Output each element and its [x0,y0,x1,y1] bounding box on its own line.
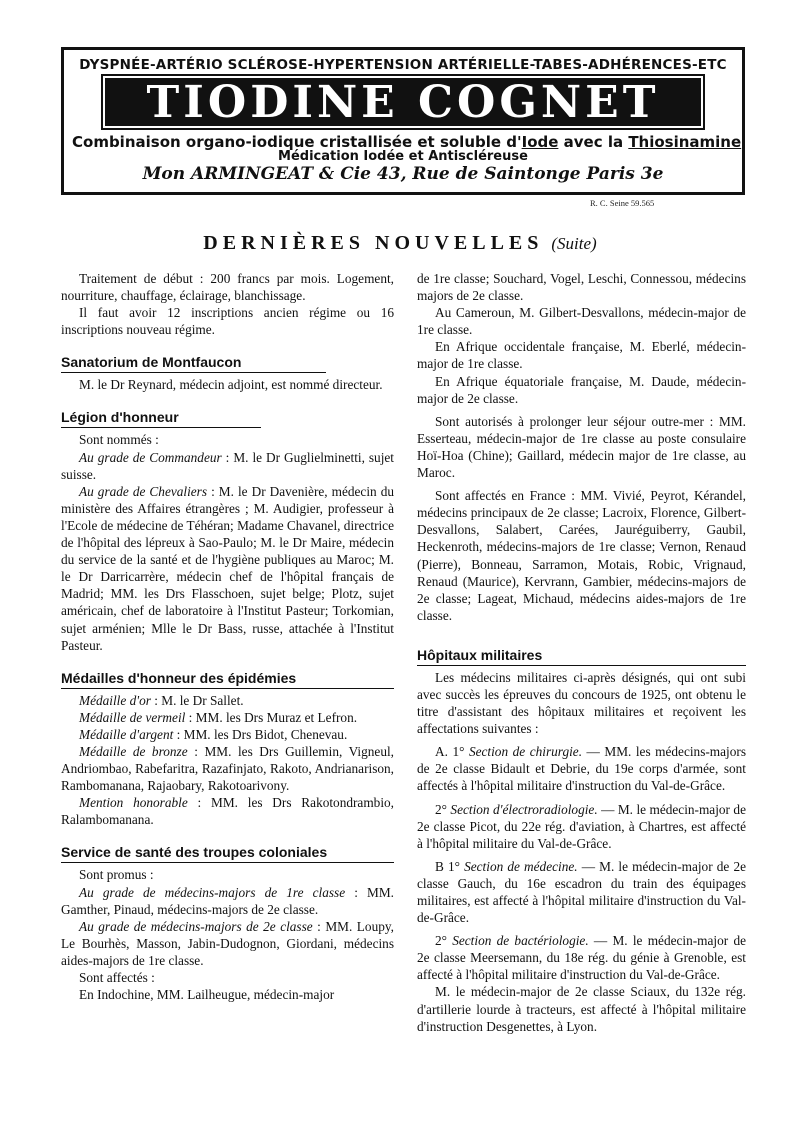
paragraph-section-electroradiologie [417,801,746,852]
paragraph-sont-nommes: Sont nommés : [79,432,159,448]
section-heading-hopitaux: Hôpitaux militaires [417,646,746,666]
label-medaille-or: Médaille d'or [79,692,151,708]
label-section-medecine: Section de médecine. [464,858,578,874]
ad-desc-text-2: avec la [558,133,629,151]
paragraph-cameroun: Au Cameroun, M. Gilbert-Desvallons, médecin-major de 1re classe. [417,305,746,338]
paragraph-commandeur [61,449,394,483]
paragraph-section-medecine [417,858,746,926]
paragraph-sanatorium: M. le Dr Reynard, médecin adjoint, est nommé directeur. [79,377,383,393]
page-title-main: DERNIÈRES NOUVELLES [203,232,544,254]
text-section-chirurgie: — MM. les médecins-majors de 2e classe Bidault et Debrie, du 19e corps d'armée, sont affectés à l'hôpital militaire d'instruction du Val-de-Grâce. [417,744,746,794]
label-majors-1re: Au grade de médecins-majors de 1re classe [79,884,346,900]
text-mention-honorable: : MM. les Drs Rakotondrambio, Ralambomanana. [61,795,394,828]
paragraph-sont-affectes: Sont affectés : [79,970,155,985]
ad-address: Mon ARMINGEAT & Cie 43, Rue de Saintonge Paris 3e [142,164,664,184]
label-medaille-vermeil: Médaille de vermeil [79,709,186,725]
label-commandeur: Au grade de Commandeur [79,449,222,465]
paragraph-continuation: de 1re classe; Souchard, Vogel, Leschi, Connessou, médecins majors de 2e classe. [417,271,746,304]
paragraph-chevaliers [61,483,394,654]
text-section-medecine: — M. le médecin-major de 2e classe Gauch, du 16e escadron du train des équipages militaires, est affecté à l'hôpital militaire d'instruction du Val-de-Grâce. [417,858,746,926]
text-section-electroradiologie: — M. le médecin-major de 2e classe Picot, du 22e rég. d'aviation, à Chartres, est affecté à l'hôpital militaire du Val-de-Grâce. [417,801,746,851]
right-column [417,270,746,1035]
label-section-chirurgie: Section de chirurgie. [468,744,583,760]
paragraph-prolonger-sejour: Sont autorisés à prolonger leur séjour outre-mer : MM. Esserteau, médecin-major de 1re classe au poste consulaire Hoï-Hoa (Chine); Gaillard, médecin major de 1re classe, au Maroc. [417,413,746,481]
label-section-electroradiologie: Section d'électroradiologie. [450,801,598,817]
ad-registration: R. C. Seine 59.565 [590,198,655,208]
text-medaille-vermeil: : MM. les Drs Muraz et Lefron. [185,709,358,725]
section-heading-medailles: Médailles d'honneur des épidémies [61,669,394,689]
paragraph-medaille-vermeil [61,709,394,726]
paragraph-indochine: En Indochine, MM. Lailheugue, médecin-major [79,987,335,1003]
section-heading-legion: Légion d'honneur [61,408,261,428]
text-medaille-or: : M. le Dr Sallet. [150,692,244,708]
text-chevaliers: : M. le Dr Davenière, médecin du ministère des Affaires étrangères ; M. Audigier, professeur à l'Ecole de médecine de Téhéran; Madame Chavanel, directrice de l'hôpital des lépreux à Sao-Paulo; M. le Dr Maire, médecin du service de la santé et de l'hygiène publiques au Maroc; M. le Dr Darricarrère, médecin chef de l'hôpital français de Madrid; MM. les Drs Flasschoen, sujet belge; Plotz, sujet américain, chef de laboratoire à l'Institut Pasteur; Torkomian, sujet arménien; Mlle le Dr Bass, russe, attachée à l'Institut Pasteur. [61,483,394,653]
text-section-bacteriologie: — M. le médecin-major de 2e classe Meersemann, du 18e rég. du génie à Grenoble, est affecté à l'hôpital militaire d'instruction du Val-de-Grâce. [417,933,746,983]
paragraph-section-bacteriologie [417,932,746,983]
paragraph-medaille-argent [61,726,394,743]
ad-description [72,133,742,151]
ad-brand-name: TIODINE COGNET [105,78,701,126]
paragraph-majors-2e [61,918,394,969]
paragraph-aof: En Afrique occidentale française, M. Eberlé, médecin-major de 1re classe. [417,339,746,372]
prefix-a2: 2° [435,801,451,817]
text-medaille-argent: : MM. les Drs Bidot, Chenevau. [173,726,348,742]
page-title-suite: (Suite) [551,234,597,253]
section-heading-sanatorium: Sanatorium de Montfaucon [61,353,326,373]
ad-indications: DYSPNÉE-ARTÉRIO SCLÉROSE-HYPERTENSION ARTÉRIELLE-TABES-ADHÉRENCES-ETC [79,57,727,73]
paragraph-section-chirurgie [417,743,746,794]
section-heading-service-sante: Service de santé des troupes coloniales [61,843,394,863]
advertisement-box [61,47,745,195]
label-chevaliers: Au grade de Chevaliers [79,483,208,499]
paragraph-traitement: Traitement de début : 200 francs par mois. Logement, nourriture, chauffage, éclairage, blanchissage. [61,271,394,304]
label-medaille-argent: Médaille d'argent [79,726,174,742]
paragraph-sciaux: M. le médecin-major de 2e classe Sciaux, du 132e rég. d'artillerie lourde à tracteurs, est affecté à l'hôpital militaire d'instruction Desgenettes, à Lyon. [417,984,746,1034]
left-column [61,270,394,1003]
page-title [0,232,800,255]
text-majors-1re: : MM. Gamther, Pinaud, médecins-majors de 2e classe. [61,884,394,917]
label-medaille-bronze: Médaille de bronze [79,743,188,759]
label-section-bacteriologie: Section de bactériologie. [452,933,589,949]
paragraph-medaille-bronze [61,743,394,794]
prefix-b1: B 1° [435,858,465,874]
label-majors-2e: Au grade de médecins-majors de 2e classe [79,918,313,934]
paragraph-inscriptions: Il faut avoir 12 inscriptions ancien régime ou 16 inscriptions nouveau régime. [61,305,394,338]
paragraph-aef: En Afrique équatoriale française, M. Daude, médecin-major de 2e classe. [417,373,746,406]
prefix-b2: 2° [435,933,453,949]
text-commandeur: : M. le Dr Guglielminetti, sujet suisse. [61,449,394,482]
paragraph-hopitaux-intro: Les médecins militaires ci-après désignés, qui ont subi avec succès les épreuves du concours de 1925, ont obtenu le titre d'assistant des hôpitaux militaires et reçoivent les affectations suivantes : [417,669,746,737]
prefix-a1: A. 1° [435,744,469,760]
text-medaille-bronze: : MM. les Drs Guillemin, Vigneul, Andriombao, Rabefaritra, Razafinjato, Rakoto, Andrianarison, Rambomanana, Rajaobary, Rakotoarivony. [61,743,394,794]
paragraph-affectes-france: Sont affectés en France : MM. Vivié, Peyrot, Kérandel, médecins principaux de 2e classe; Lacroix, Florence, Gilbert-Desvallons, Salabert, Carées, Jauréguiberry, Gaubil, Heckenroth, médecins-majors de 1re classe; Vernon, Renaud (Pierre), Bonneau, Sarramon, Motais, Robic, Vrignaud, Renaud (Maurice), Kervrann, Gambier, médecins-majors de 2e classe; Lageat, Michaud, médecins aides-majors de 1re classe. [417,488,746,623]
label-mention-honorable: Mention honorable [79,795,188,811]
ad-desc-thiosinamine: Thiosinamine [628,133,742,151]
ad-desc-iode: Iode [521,133,559,151]
ad-desc-text: Combinaison organo-iodique cristallisée et soluble d' [72,133,522,151]
paragraph-medaille-or [61,692,394,709]
paragraph-mention-honorable [61,794,394,828]
paragraph-sont-promus: Sont promus : [79,867,154,883]
ad-medication: Médication Iodée et Antiscléreuse [278,149,528,164]
text-majors-2e: : MM. Loupy, Le Bourhès, Masson, Jabin-Dudognon, Giordani, médecins aides-majors de 1re classe. [61,918,394,968]
paragraph-majors-1re [61,884,394,918]
